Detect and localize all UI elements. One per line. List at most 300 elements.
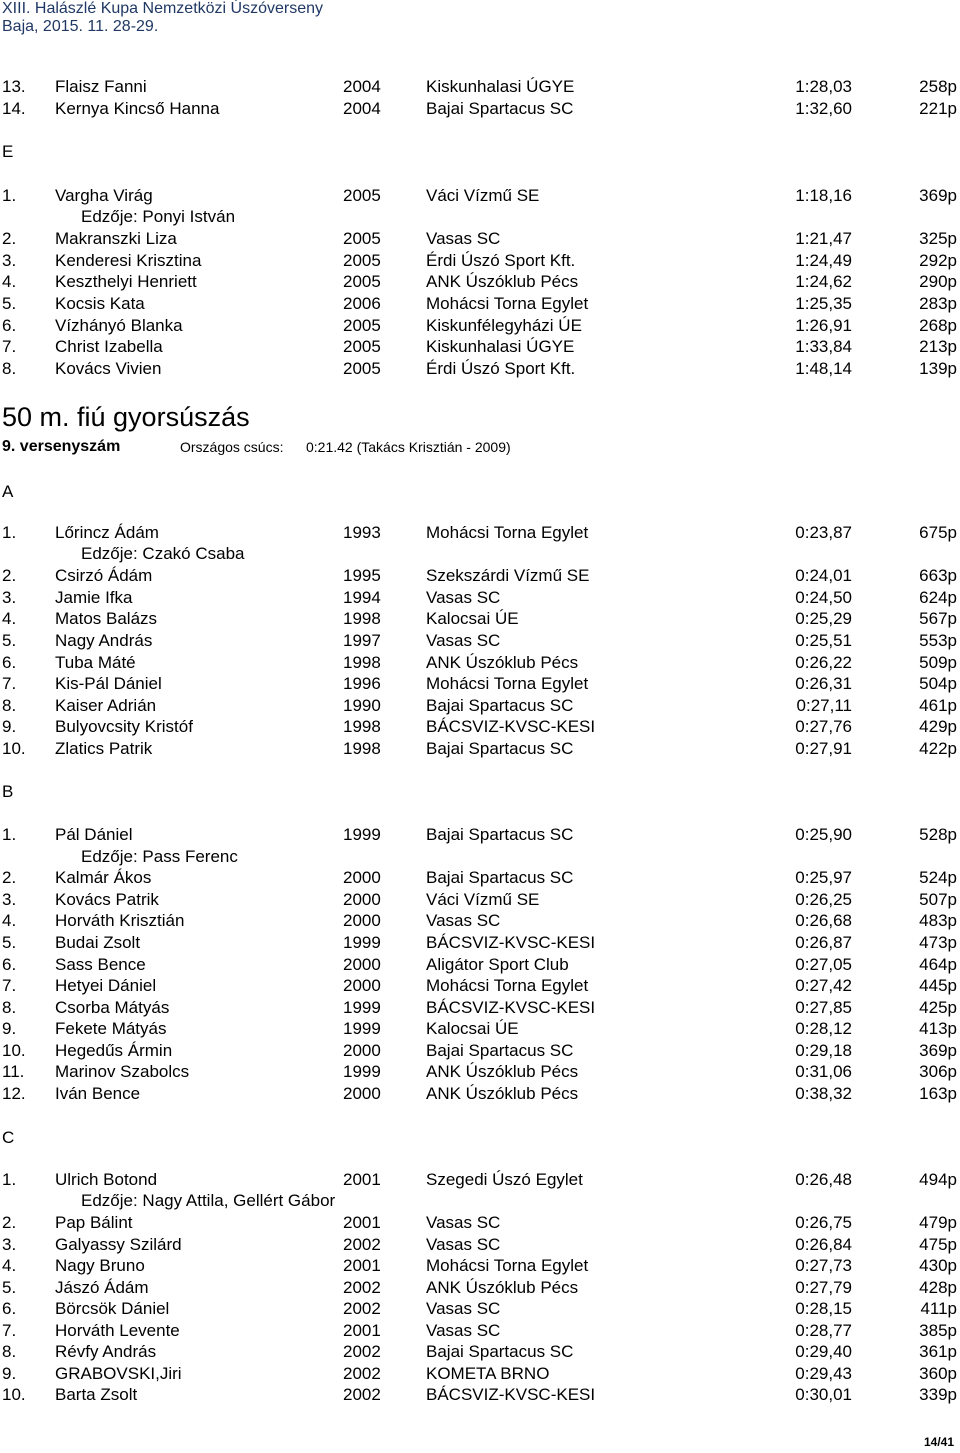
result-row xyxy=(0,185,960,207)
place: 6. xyxy=(2,955,17,974)
points: 675p xyxy=(919,523,957,542)
group-label: B xyxy=(2,782,14,801)
time: 0:27,73 xyxy=(795,1256,852,1275)
place: 3. xyxy=(2,890,17,909)
swimmer-name: Fekete Mátyás xyxy=(55,1019,167,1038)
time: 0:26,25 xyxy=(795,890,852,909)
group-label: C xyxy=(2,1128,15,1147)
time: 0:29,40 xyxy=(795,1342,852,1361)
time: 0:26,48 xyxy=(795,1170,852,1189)
points: 507p xyxy=(919,890,957,909)
time: 1:25,35 xyxy=(795,294,852,313)
club: BÁCSVIZ-KVSC-KESI xyxy=(426,933,596,952)
result-row xyxy=(0,336,960,358)
swimmer-name: Horváth Levente xyxy=(55,1321,180,1340)
swimmer-name: Csorba Mátyás xyxy=(55,998,170,1017)
swimmer-name: Budai Zsolt xyxy=(55,933,141,952)
birth-year: 1999 xyxy=(343,998,381,1017)
place: 4. xyxy=(2,911,17,930)
club: Bajai Spartacus SC xyxy=(426,696,574,715)
birth-year: 1999 xyxy=(343,1019,381,1038)
result-row xyxy=(0,1320,960,1342)
club: BÁCSVIZ-KVSC-KESI xyxy=(426,1385,596,1404)
place: 1. xyxy=(2,1170,17,1189)
birth-year: 2005 xyxy=(343,359,381,378)
time: 1:33,84 xyxy=(795,337,852,356)
competition-date: Baja, 2015. 11. 28-29. xyxy=(2,18,159,35)
time: 0:26,31 xyxy=(795,674,852,693)
points: 528p xyxy=(919,825,957,844)
birth-year: 1998 xyxy=(343,609,381,628)
time: 0:28,12 xyxy=(795,1019,852,1038)
points: 509p xyxy=(919,653,957,672)
points: 567p xyxy=(919,609,957,628)
time: 1:24,62 xyxy=(795,272,852,291)
time: 1:26,91 xyxy=(795,316,852,335)
birth-year: 2001 xyxy=(343,1321,381,1340)
points: 369p xyxy=(919,186,957,205)
birth-year: 1999 xyxy=(343,1062,381,1081)
result-row xyxy=(0,738,960,760)
points: 624p xyxy=(919,588,957,607)
birth-year: 2002 xyxy=(343,1385,381,1404)
swimmer-name: Horváth Krisztián xyxy=(55,911,185,930)
time: 0:23,87 xyxy=(795,523,852,542)
time: 0:28,15 xyxy=(795,1299,852,1318)
points: 385p xyxy=(919,1321,957,1340)
club: BÁCSVIZ-KVSC-KESI xyxy=(426,998,596,1017)
time: 1:21,47 xyxy=(795,229,852,248)
time: 0:25,97 xyxy=(795,868,852,887)
place: 3. xyxy=(2,251,17,270)
points: 428p xyxy=(919,1278,957,1297)
birth-year: 2005 xyxy=(343,272,381,291)
place: 10. xyxy=(2,739,26,758)
birth-year: 2002 xyxy=(343,1342,381,1361)
points: 361p xyxy=(919,1342,957,1361)
club: Mohácsi Torna Egylet xyxy=(426,674,589,693)
swimmer-name: Jászó Ádám xyxy=(55,1278,149,1297)
club: Mohácsi Torna Egylet xyxy=(426,523,589,542)
result-row xyxy=(0,250,960,272)
birth-year: 1999 xyxy=(343,825,381,844)
place: 6. xyxy=(2,316,17,335)
place: 2. xyxy=(2,229,17,248)
points: 339p xyxy=(919,1385,957,1404)
club: Vasas SC xyxy=(426,1321,501,1340)
club: Mohácsi Torna Egylet xyxy=(426,1256,589,1275)
swimmer-name: Révfy András xyxy=(55,1342,157,1361)
club: Váci Vízmű SE xyxy=(426,890,540,909)
points: 430p xyxy=(919,1256,957,1275)
birth-year: 2005 xyxy=(343,229,381,248)
result-row xyxy=(0,1018,960,1040)
birth-year: 1993 xyxy=(343,523,381,542)
points: 425p xyxy=(919,998,957,1017)
place: 5. xyxy=(2,1278,17,1297)
result-row xyxy=(0,932,960,954)
club: ANK Úszóklub Pécs xyxy=(426,1278,579,1297)
time: 0:27,11 xyxy=(796,696,852,715)
birth-year: 2002 xyxy=(343,1235,381,1254)
points: 422p xyxy=(919,739,957,758)
points: 504p xyxy=(919,674,957,693)
place: 9. xyxy=(2,717,17,736)
swimmer-name: Kovács Patrik xyxy=(55,890,159,909)
club: KOMETA BRNO xyxy=(426,1364,550,1383)
result-row xyxy=(0,695,960,717)
time: 1:28,03 xyxy=(795,77,852,96)
club: Bajai Spartacus SC xyxy=(426,99,574,118)
coach-line: Edzője: Pass Ferenc xyxy=(81,847,238,866)
club: Kiskunhalasi ÚGYE xyxy=(426,337,575,356)
result-row xyxy=(0,76,960,98)
points: 268p xyxy=(919,316,957,335)
club: Bajai Spartacus SC xyxy=(426,825,574,844)
club: Szegedi Úszó Egylet xyxy=(426,1170,583,1189)
swimmer-name: Börcsök Dániel xyxy=(55,1299,170,1318)
result-row xyxy=(0,1341,960,1363)
time: 0:31,06 xyxy=(795,1062,852,1081)
points: 360p xyxy=(919,1364,957,1383)
place: 5. xyxy=(2,294,17,313)
points: 306p xyxy=(919,1062,957,1081)
swimmer-name: Vargha Virág xyxy=(55,186,153,205)
result-row xyxy=(0,997,960,1019)
result-row xyxy=(0,954,960,976)
points: 464p xyxy=(919,955,957,974)
birth-year: 1998 xyxy=(343,653,381,672)
time: 0:28,77 xyxy=(795,1321,852,1340)
event-subheader xyxy=(2,437,902,457)
club: Vasas SC xyxy=(426,1235,501,1254)
result-row xyxy=(0,867,960,889)
result-row xyxy=(0,1384,960,1406)
swimmer-name: Ulrich Botond xyxy=(55,1170,158,1189)
group-label: A xyxy=(2,482,14,501)
result-row xyxy=(0,1083,960,1105)
place: 4. xyxy=(2,272,17,291)
place: 5. xyxy=(2,631,17,650)
place: 8. xyxy=(2,1342,17,1361)
place: 2. xyxy=(2,566,17,585)
points: 475p xyxy=(919,1235,957,1254)
birth-year: 2000 xyxy=(343,976,381,995)
time: 0:29,43 xyxy=(795,1364,852,1383)
result-row xyxy=(0,1169,960,1191)
page-number: 14/41 xyxy=(923,1435,954,1449)
result-row xyxy=(0,1255,960,1277)
club: ANK Úszóklub Pécs xyxy=(426,653,579,672)
club: Vasas SC xyxy=(426,1213,501,1232)
club: Vasas SC xyxy=(426,229,501,248)
points: 221p xyxy=(919,99,957,118)
birth-year: 1995 xyxy=(343,566,381,585)
points: 283p xyxy=(919,294,957,313)
result-row xyxy=(0,824,960,846)
place: 8. xyxy=(2,696,17,715)
place: 6. xyxy=(2,1299,17,1318)
place: 7. xyxy=(2,337,17,356)
club: Vasas SC xyxy=(426,588,501,607)
birth-year: 2005 xyxy=(343,337,381,356)
result-row xyxy=(0,652,960,674)
birth-year: 1999 xyxy=(343,933,381,952)
club: ANK Úszóklub Pécs xyxy=(426,1062,579,1081)
points: 429p xyxy=(919,717,957,736)
points: 292p xyxy=(919,251,957,270)
time: 0:29,18 xyxy=(795,1041,852,1060)
club: Aligátor Sport Club xyxy=(426,955,569,974)
club: Kiskunfélegyházi ÚE xyxy=(426,316,582,335)
place: 9. xyxy=(2,1019,17,1038)
birth-year: 1998 xyxy=(343,717,381,736)
time: 0:26,68 xyxy=(795,911,852,930)
place: 14. xyxy=(2,99,26,118)
swimmer-name: Keszthelyi Henriett xyxy=(55,272,197,291)
points: 413p xyxy=(919,1019,957,1038)
time: 0:27,05 xyxy=(795,955,852,974)
time: 1:48,14 xyxy=(795,359,852,378)
swimmer-name: Flaisz Fanni xyxy=(55,77,147,96)
birth-year: 2005 xyxy=(343,316,381,335)
place: 13. xyxy=(2,77,26,96)
points: 473p xyxy=(919,933,957,952)
result-row xyxy=(0,975,960,997)
swimmer-name: Zlatics Patrik xyxy=(55,739,153,758)
points: 524p xyxy=(919,868,957,887)
time: 0:26,84 xyxy=(795,1235,852,1254)
result-row xyxy=(0,228,960,250)
result-row xyxy=(0,1234,960,1256)
swimmer-name: GRABOVSKI,Jiri xyxy=(55,1364,182,1383)
club: Váci Vízmű SE xyxy=(426,186,540,205)
club: Kalocsai ÚE xyxy=(426,609,519,628)
event-number: 9. versenyszám xyxy=(2,438,121,455)
time: 0:27,91 xyxy=(795,739,852,758)
coach-line: Edzője: Ponyi István xyxy=(81,207,236,226)
swimmer-name: Kovács Vivien xyxy=(55,359,162,378)
swimmer-name: Vízhányó Blanka xyxy=(55,316,183,335)
birth-year: 2002 xyxy=(343,1299,381,1318)
time: 1:18,16 xyxy=(795,186,852,205)
national-record: 0:21.42 (Takács Krisztián - 2009) xyxy=(306,439,511,455)
result-row xyxy=(0,98,960,120)
place: 1. xyxy=(2,523,17,542)
result-row xyxy=(0,1061,960,1083)
place: 2. xyxy=(2,868,17,887)
time: 0:25,29 xyxy=(795,609,852,628)
birth-year: 2000 xyxy=(343,890,381,909)
birth-year: 2004 xyxy=(343,99,381,118)
points: 325p xyxy=(919,229,957,248)
swimmer-name: Makranszki Liza xyxy=(55,229,177,248)
result-row xyxy=(0,608,960,630)
birth-year: 2002 xyxy=(343,1278,381,1297)
result-row xyxy=(0,358,960,380)
swimmer-name: Jamie Ifka xyxy=(55,588,133,607)
time: 0:30,01 xyxy=(795,1385,852,1404)
points: 483p xyxy=(919,911,957,930)
result-row xyxy=(0,673,960,695)
swimmer-name: Hegedűs Ármin xyxy=(55,1041,173,1060)
swimmer-name: Hetyei Dániel xyxy=(55,976,157,995)
club: Érdi Úszó Sport Kft. xyxy=(426,359,576,378)
time: 0:27,85 xyxy=(795,998,852,1017)
place: 4. xyxy=(2,1256,17,1275)
swimmer-name: Tuba Máté xyxy=(55,653,136,672)
swimmer-name: Marinov Szabolcs xyxy=(55,1062,190,1081)
club: Vasas SC xyxy=(426,911,501,930)
time: 1:24,49 xyxy=(795,251,852,270)
coach-line: Edzője: Nagy Attila, Gellért Gábor xyxy=(81,1191,336,1210)
place: 1. xyxy=(2,186,17,205)
place: 7. xyxy=(2,976,17,995)
place: 10. xyxy=(2,1385,26,1404)
birth-year: 2001 xyxy=(343,1213,381,1232)
time: 0:27,76 xyxy=(795,717,852,736)
birth-year: 2005 xyxy=(343,186,381,205)
club: Vasas SC xyxy=(426,1299,501,1318)
result-row xyxy=(0,565,960,587)
points: 479p xyxy=(919,1213,957,1232)
club: Kalocsai ÚE xyxy=(426,1019,519,1038)
swimmer-name: Nagy András xyxy=(55,631,153,650)
club: Mohácsi Torna Egylet xyxy=(426,294,589,313)
result-row xyxy=(0,1363,960,1385)
swimmer-name: Kernya Kincső Hanna xyxy=(55,99,220,118)
swimmer-name: Pál Dániel xyxy=(55,825,133,844)
club: Bajai Spartacus SC xyxy=(426,739,574,758)
swimmer-name: Matos Balázs xyxy=(55,609,158,628)
time: 0:25,90 xyxy=(795,825,852,844)
birth-year: 1996 xyxy=(343,674,381,693)
time: 0:24,50 xyxy=(795,588,852,607)
club: Érdi Úszó Sport Kft. xyxy=(426,251,576,270)
points: 258p xyxy=(919,77,957,96)
club: Bajai Spartacus SC xyxy=(426,1342,574,1361)
birth-year: 2000 xyxy=(343,868,381,887)
coach-line: Edzője: Czakó Csaba xyxy=(81,544,245,563)
result-row xyxy=(0,1277,960,1299)
club: BÁCSVIZ-KVSC-KESI xyxy=(426,717,596,736)
club: ANK Úszóklub Pécs xyxy=(426,272,579,291)
event-title: 50 m. fiú gyorsúszás xyxy=(2,402,250,432)
swimmer-name: Galyassy Szilárd xyxy=(55,1235,182,1254)
result-row xyxy=(0,315,960,337)
swimmer-name: Nagy Bruno xyxy=(55,1256,145,1275)
result-row xyxy=(0,1040,960,1062)
place: 2. xyxy=(2,1213,17,1232)
birth-year: 1998 xyxy=(343,739,381,758)
points: 553p xyxy=(919,631,957,650)
swimmer-name: Christ Izabella xyxy=(55,337,163,356)
swimmer-name: Kis-Pál Dániel xyxy=(55,674,162,693)
points: 411p xyxy=(920,1299,957,1318)
result-row xyxy=(0,910,960,932)
swimmer-name: Pap Bálint xyxy=(55,1213,133,1232)
birth-year: 2005 xyxy=(343,251,381,270)
time: 1:32,60 xyxy=(795,99,852,118)
place: 1. xyxy=(2,825,17,844)
birth-year: 2001 xyxy=(343,1256,381,1275)
points: 213p xyxy=(919,337,957,356)
birth-year: 2000 xyxy=(343,1041,381,1060)
swimmer-name: Sass Bence xyxy=(55,955,146,974)
time: 0:26,87 xyxy=(795,933,852,952)
birth-year: 2001 xyxy=(343,1170,381,1189)
competition-title: XIII. Halászlé Kupa Nemzetközi Úszóverseny xyxy=(2,0,324,17)
club: Vasas SC xyxy=(426,631,501,650)
birth-year: 2000 xyxy=(343,911,381,930)
result-row xyxy=(0,1298,960,1320)
place: 3. xyxy=(2,1235,17,1254)
record-label: Országos csúcs: xyxy=(180,439,284,455)
birth-year: 2000 xyxy=(343,955,381,974)
birth-year: 1990 xyxy=(343,696,381,715)
time: 0:38,32 xyxy=(795,1084,852,1103)
time: 0:27,42 xyxy=(795,976,852,995)
swimmer-name: Barta Zsolt xyxy=(55,1385,138,1404)
place: 8. xyxy=(2,359,17,378)
birth-year: 2000 xyxy=(343,1084,381,1103)
place: 8. xyxy=(2,998,17,1017)
swimmer-name: Csirzó Ádám xyxy=(55,566,153,585)
points: 494p xyxy=(919,1170,957,1189)
swimmer-name: Kocsis Kata xyxy=(55,294,145,313)
place: 7. xyxy=(2,1321,17,1340)
result-row xyxy=(0,1212,960,1234)
club: Bajai Spartacus SC xyxy=(426,868,574,887)
birth-year: 1994 xyxy=(343,588,381,607)
place: 5. xyxy=(2,933,17,952)
birth-year: 2002 xyxy=(343,1364,381,1383)
time: 0:26,22 xyxy=(795,653,852,672)
swimmer-name: Iván Bence xyxy=(55,1084,141,1103)
place: 4. xyxy=(2,609,17,628)
points: 445p xyxy=(919,976,957,995)
place: 7. xyxy=(2,674,17,693)
points: 139p xyxy=(919,359,957,378)
time: 0:24,01 xyxy=(795,566,852,585)
result-row xyxy=(0,889,960,911)
result-row xyxy=(0,630,960,652)
club: Kiskunhalasi ÚGYE xyxy=(426,77,575,96)
swimmer-name: Bulyovcsity Kristóf xyxy=(55,717,193,736)
result-row xyxy=(0,271,960,293)
club: Mohácsi Torna Egylet xyxy=(426,976,589,995)
time: 0:26,75 xyxy=(795,1213,852,1232)
result-row xyxy=(0,587,960,609)
club: Szekszárdi Vízmű SE xyxy=(426,566,590,585)
points: 461p xyxy=(919,696,957,715)
place: 6. xyxy=(2,653,17,672)
time: 0:27,79 xyxy=(795,1278,852,1297)
place: 10. xyxy=(2,1041,26,1060)
points: 369p xyxy=(919,1041,957,1060)
birth-year: 1997 xyxy=(343,631,381,650)
swimmer-name: Kenderesi Krisztina xyxy=(55,251,202,270)
club: Bajai Spartacus SC xyxy=(426,1041,574,1060)
place: 12. xyxy=(2,1084,26,1103)
points: 163p xyxy=(919,1084,957,1103)
club: ANK Úszóklub Pécs xyxy=(426,1084,579,1103)
result-row xyxy=(0,716,960,738)
place: 3. xyxy=(2,588,17,607)
birth-year: 2006 xyxy=(343,294,381,313)
points: 290p xyxy=(919,272,957,291)
place: 9. xyxy=(2,1364,17,1383)
